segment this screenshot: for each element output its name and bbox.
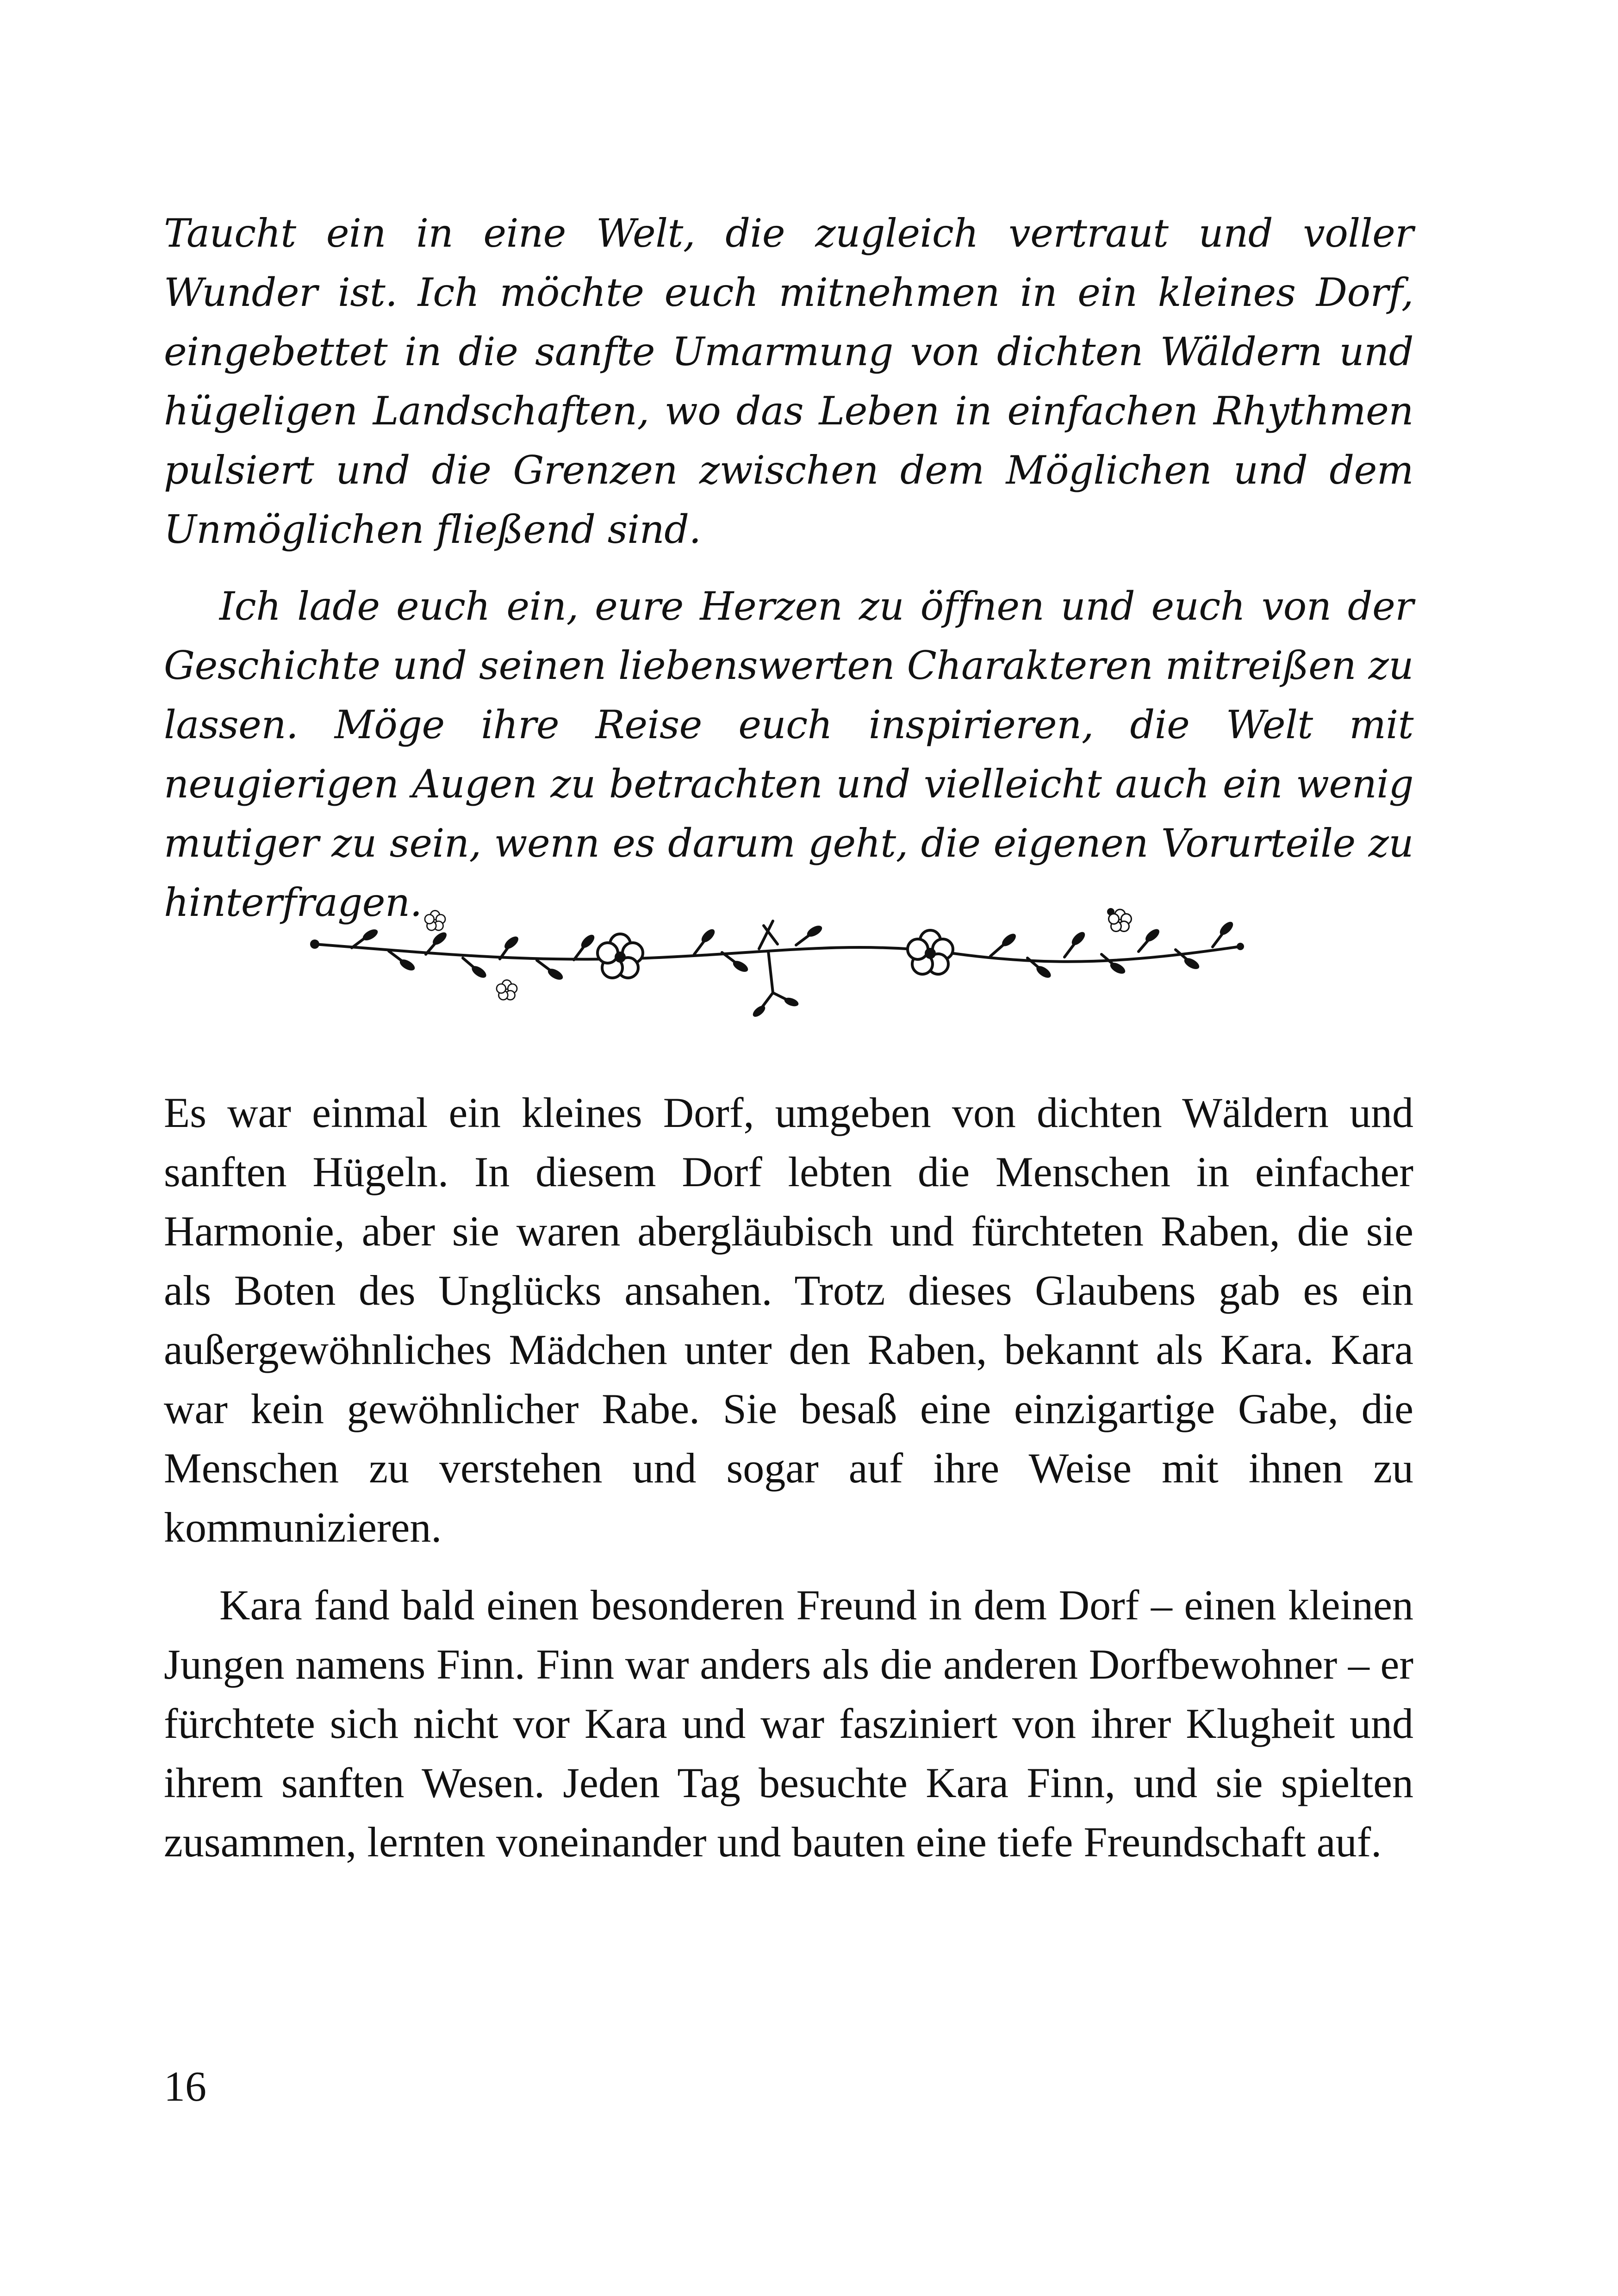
page-number: 16 [164,2063,206,2110]
story-paragraph-2: Kara fand bald einen besonderen Freund in dem Dorf – einen kleinen Jungen namens Finn. Finn war anders als die anderen Dorfbewohner – er fürchtete sich nicht vor Kara und war fasziniert von ihrer Klugheit und ihrem sanften Wesen. Jeden Tag besuchte Kara Finn, und sie spielten zusammen, lernten voneinander und bauten eine tiefe Freundschaft auf. [164,1581,1413,1866]
story-section [164,1083,1413,1872]
floral-vine-divider-icon [296,893,1259,1032]
intro-paragraph-1: Taucht ein in eine Welt, die zugleich vertraut und voller Wunder ist. Ich möchte euch mitnehmen in ein kleines Dorf, eingebettet in die sanfte Umarmung von dichten Wäldern und hügeligen Landschaften, wo das Leben in einfachen Rhythmen pulsiert und die Grenzen zwischen dem Möglichen und dem Unmöglichen fließend sind. [164,211,1413,552]
intro-paragraph-2: Ich lade euch ein, eure Herzen zu öffnen und euch von der Geschichte und seinen liebenswerten Charakteren mitreißen zu lassen. Möge ihre Reise euch inspirieren, die Welt mit neugierigen Augen zu betrachten und vielleicht auch ein wenig mutiger zu sein, wenn es darum geht, die eigenen Vorurteile zu hinterfragen. [164,584,1413,925]
intro-section [164,204,1413,932]
story-paragraph-1: Es war einmal ein kleines Dorf, umgeben von dichten Wäldern und sanften Hügeln. In diesem Dorf lebten die Menschen in einfacher Harmonie, aber sie waren abergläubisch und fürchteten Raben, die sie als Boten des Unglücks ansahen. Trotz dieses Glaubens gab es ein außergewöhnliches Mädchen unter den Raben, bekannt als Kara. Kara war kein gewöhnlicher Rabe. Sie besaß eine einzigartige Gabe, die Menschen zu verstehen und sogar auf ihre Weise mit ihnen zu kommunizieren. [164,1089,1413,1551]
